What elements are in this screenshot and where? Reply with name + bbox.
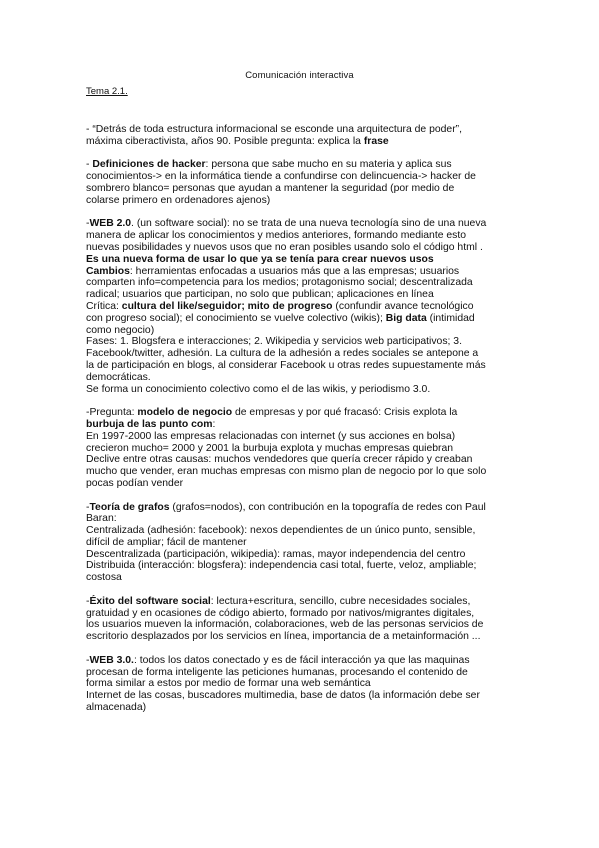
text: difícil de ampliar; fácil de mantener: [86, 536, 247, 548]
text-line: [86, 124, 526, 136]
text: los usuarios mueven la información, colaboraciones, web de las personas servicios de: [86, 619, 484, 631]
text: : todos los datos conectado y es de fácil interacción ya que las maquinas: [133, 654, 470, 666]
text: -Pregunta:: [86, 407, 138, 419]
text: : herramientas enfocadas a usuarios más que a las empresas; usuarios: [129, 265, 460, 277]
text-line: [86, 596, 526, 608]
text-line: [86, 419, 526, 431]
text: Descentralizada (participación, wikipedia): ramas, mayor independencia del centro: [86, 548, 466, 560]
text: Distribuida (interacción: blogsfera): independencia casi total, fuerte, veloz, ampliable;: [86, 560, 477, 572]
text-line: [86, 655, 526, 667]
text: escritorio desplazados por los servicios en línea, importancia de a metainformación ...: [86, 631, 481, 643]
text-line: [86, 325, 526, 337]
text: (confundir avance tecnológico: [332, 300, 474, 312]
text: -: [86, 218, 90, 230]
text-line: [86, 384, 526, 396]
section-heading: Tema 2.1.: [86, 86, 128, 97]
bold-text: modelo de negocio: [137, 407, 233, 419]
text: como negocio): [86, 324, 155, 336]
text: máxima ciberactivista, años 90. Posible pregunta: explica la: [86, 135, 364, 147]
text-line: [86, 466, 526, 478]
text: Centralizada (adhesión: facebook): nexos dependientes de un único punto, sensible,: [86, 525, 476, 537]
text-line: [86, 502, 526, 514]
text: la de participación en blogs, al considerar Facebook u otras redes supuestamente más: [86, 359, 486, 371]
text-line: [86, 619, 526, 631]
text: Se forma un conocimiento colectivo como el de las wikis, y periodismo 3.0.: [86, 383, 431, 395]
text: -: [86, 654, 90, 666]
text-line: [86, 313, 526, 325]
text-line: [86, 277, 526, 289]
bold-text: Es una nueva forma de usar lo que ya se tenía para crear nuevos usos: [86, 253, 434, 265]
text: manera de aplicar los conocimientos y medios anteriores, formando mediante esto: [86, 230, 467, 242]
text-line: [86, 372, 526, 384]
text: (intimidad: [426, 312, 475, 324]
text: (grafos=nodos), con contribución en la topografía de redes con Paul: [169, 501, 486, 513]
text-line: [86, 431, 526, 443]
text: : persona que sabe mucho en su materia y aplica sus: [205, 159, 452, 171]
bold-text: burbuja de las punto com: [86, 418, 213, 430]
text: :: [212, 418, 216, 430]
text: procesan de forma inteligente las peticiones humanas, procesando el contenido de: [86, 666, 468, 678]
text-line: [86, 702, 526, 714]
text-line: [86, 183, 526, 195]
paragraph: [86, 407, 526, 490]
text: comparten info=competencia para los medios; protagonismo social; descentralizada: [86, 277, 473, 289]
text-line: [86, 289, 526, 301]
text-line: [86, 159, 526, 171]
text: pocas podían vender: [86, 477, 184, 489]
bold-text: Big data: [385, 312, 427, 324]
text: gratuidad y en ocasiones de código abierto, formado por nativos/migrantes digitales,: [86, 607, 475, 619]
paragraph: [86, 596, 526, 643]
text: Baran:: [86, 513, 117, 525]
text: . (un software social): no se trata de una nueva tecnología sino de una nueva: [131, 218, 487, 230]
text: radical; usuarios que participan, no solo que publican; aplicaciones en línea: [86, 289, 434, 301]
text-line: [86, 525, 526, 537]
text-line: [86, 454, 526, 466]
text: - “Detrás de toda estructura informacional se esconde una arquitectura de poder”,: [86, 124, 463, 135]
bold-text: Cambios: [86, 265, 130, 277]
text-line: [86, 690, 526, 702]
document-title: Comunicación interactiva: [245, 70, 354, 81]
text: -: [86, 501, 90, 513]
text-line: [86, 254, 526, 266]
text: almacenada): [86, 702, 147, 714]
bold-text: Definiciones de hacker: [92, 159, 206, 171]
text: : lectura+escritura, sencillo, cubre necesidades sociales,: [210, 595, 471, 607]
text-line: [86, 242, 526, 254]
text: Declive entre otras causas: muchos vendedores que quería crecer rápido y creaban: [86, 454, 473, 466]
text-line: [86, 230, 526, 242]
text: -: [86, 159, 93, 171]
text: -: [86, 595, 90, 607]
text-line: [86, 195, 526, 207]
text-line: [86, 301, 526, 313]
text-line: [86, 360, 526, 372]
text: sombrero blanco= personas que ayudan a mantener la seguridad (por medio de: [86, 182, 455, 194]
bold-text: WEB 2.0: [89, 218, 132, 230]
text: con progreso social); el conocimiento se vuelve colectivo (wikis);: [86, 312, 386, 324]
text-line: [86, 171, 526, 183]
text: Fases: 1. Blogsfera e interacciones; 2. Wikipedia y servicios web participativos; 3.: [86, 336, 462, 348]
text: Crítica:: [86, 300, 122, 312]
text: democráticas.: [86, 371, 151, 383]
bold-text: WEB 3.0.: [89, 654, 134, 666]
text-line: [86, 136, 526, 148]
bold-text: frase: [363, 135, 389, 147]
paragraph: [86, 655, 526, 714]
text-line: [86, 537, 526, 549]
paragraph: [86, 124, 526, 148]
text-line: [86, 478, 526, 490]
text-line: [86, 549, 526, 561]
paragraph: [86, 502, 526, 585]
text: conocimientos-> en la informática tiende a confundirse con delincuencia-> hacker de: [86, 171, 476, 183]
bold-text: Teoría de grafos: [89, 501, 170, 513]
text: forma similar a estos por medio de formar una web semántica: [86, 678, 371, 690]
text: crecieron mucho= 2000 y 2001 la burbuja explota y muchas empresas quiebran: [86, 442, 454, 454]
text: nuevas posibilidades y nuevos usos que no eran posibles usando solo el código html .: [86, 241, 483, 253]
bold-text: cultura del like/seguidor; mito de progreso: [121, 300, 333, 312]
text-line: [86, 266, 526, 278]
text-line: [86, 572, 526, 584]
text-line: [86, 348, 526, 360]
text: de empresas y por qué fracasó: Crisis explota la: [232, 407, 458, 419]
text-line: [86, 560, 526, 572]
text-line: [86, 513, 526, 525]
text: Internet de las cosas, buscadores multimedia, base de datos (la información debe ser: [86, 690, 480, 702]
text: mucho que vender, eran muchas empresas con mismo plan de negocio por lo que solo: [86, 466, 487, 478]
document-body: [86, 124, 526, 726]
text-line: [86, 667, 526, 679]
bold-text: Éxito del software social: [89, 595, 211, 607]
text: Facebook/twitter, adhesión. La cultura de la adhesión a redes sociales se antepone a: [86, 348, 479, 360]
text-line: [86, 218, 526, 230]
text-line: [86, 678, 526, 690]
text-line: [86, 336, 526, 348]
text: colarse primero en ordenadores ajenos): [86, 194, 271, 206]
text-line: [86, 407, 526, 419]
text: costosa: [86, 572, 122, 584]
paragraph: [86, 159, 526, 206]
text: En 1997-2000 las empresas relacionadas con internet (y sus acciones en bolsa): [86, 430, 456, 442]
text-line: [86, 443, 526, 455]
paragraph: [86, 218, 526, 395]
text-line: [86, 631, 526, 643]
text-line: [86, 608, 526, 620]
